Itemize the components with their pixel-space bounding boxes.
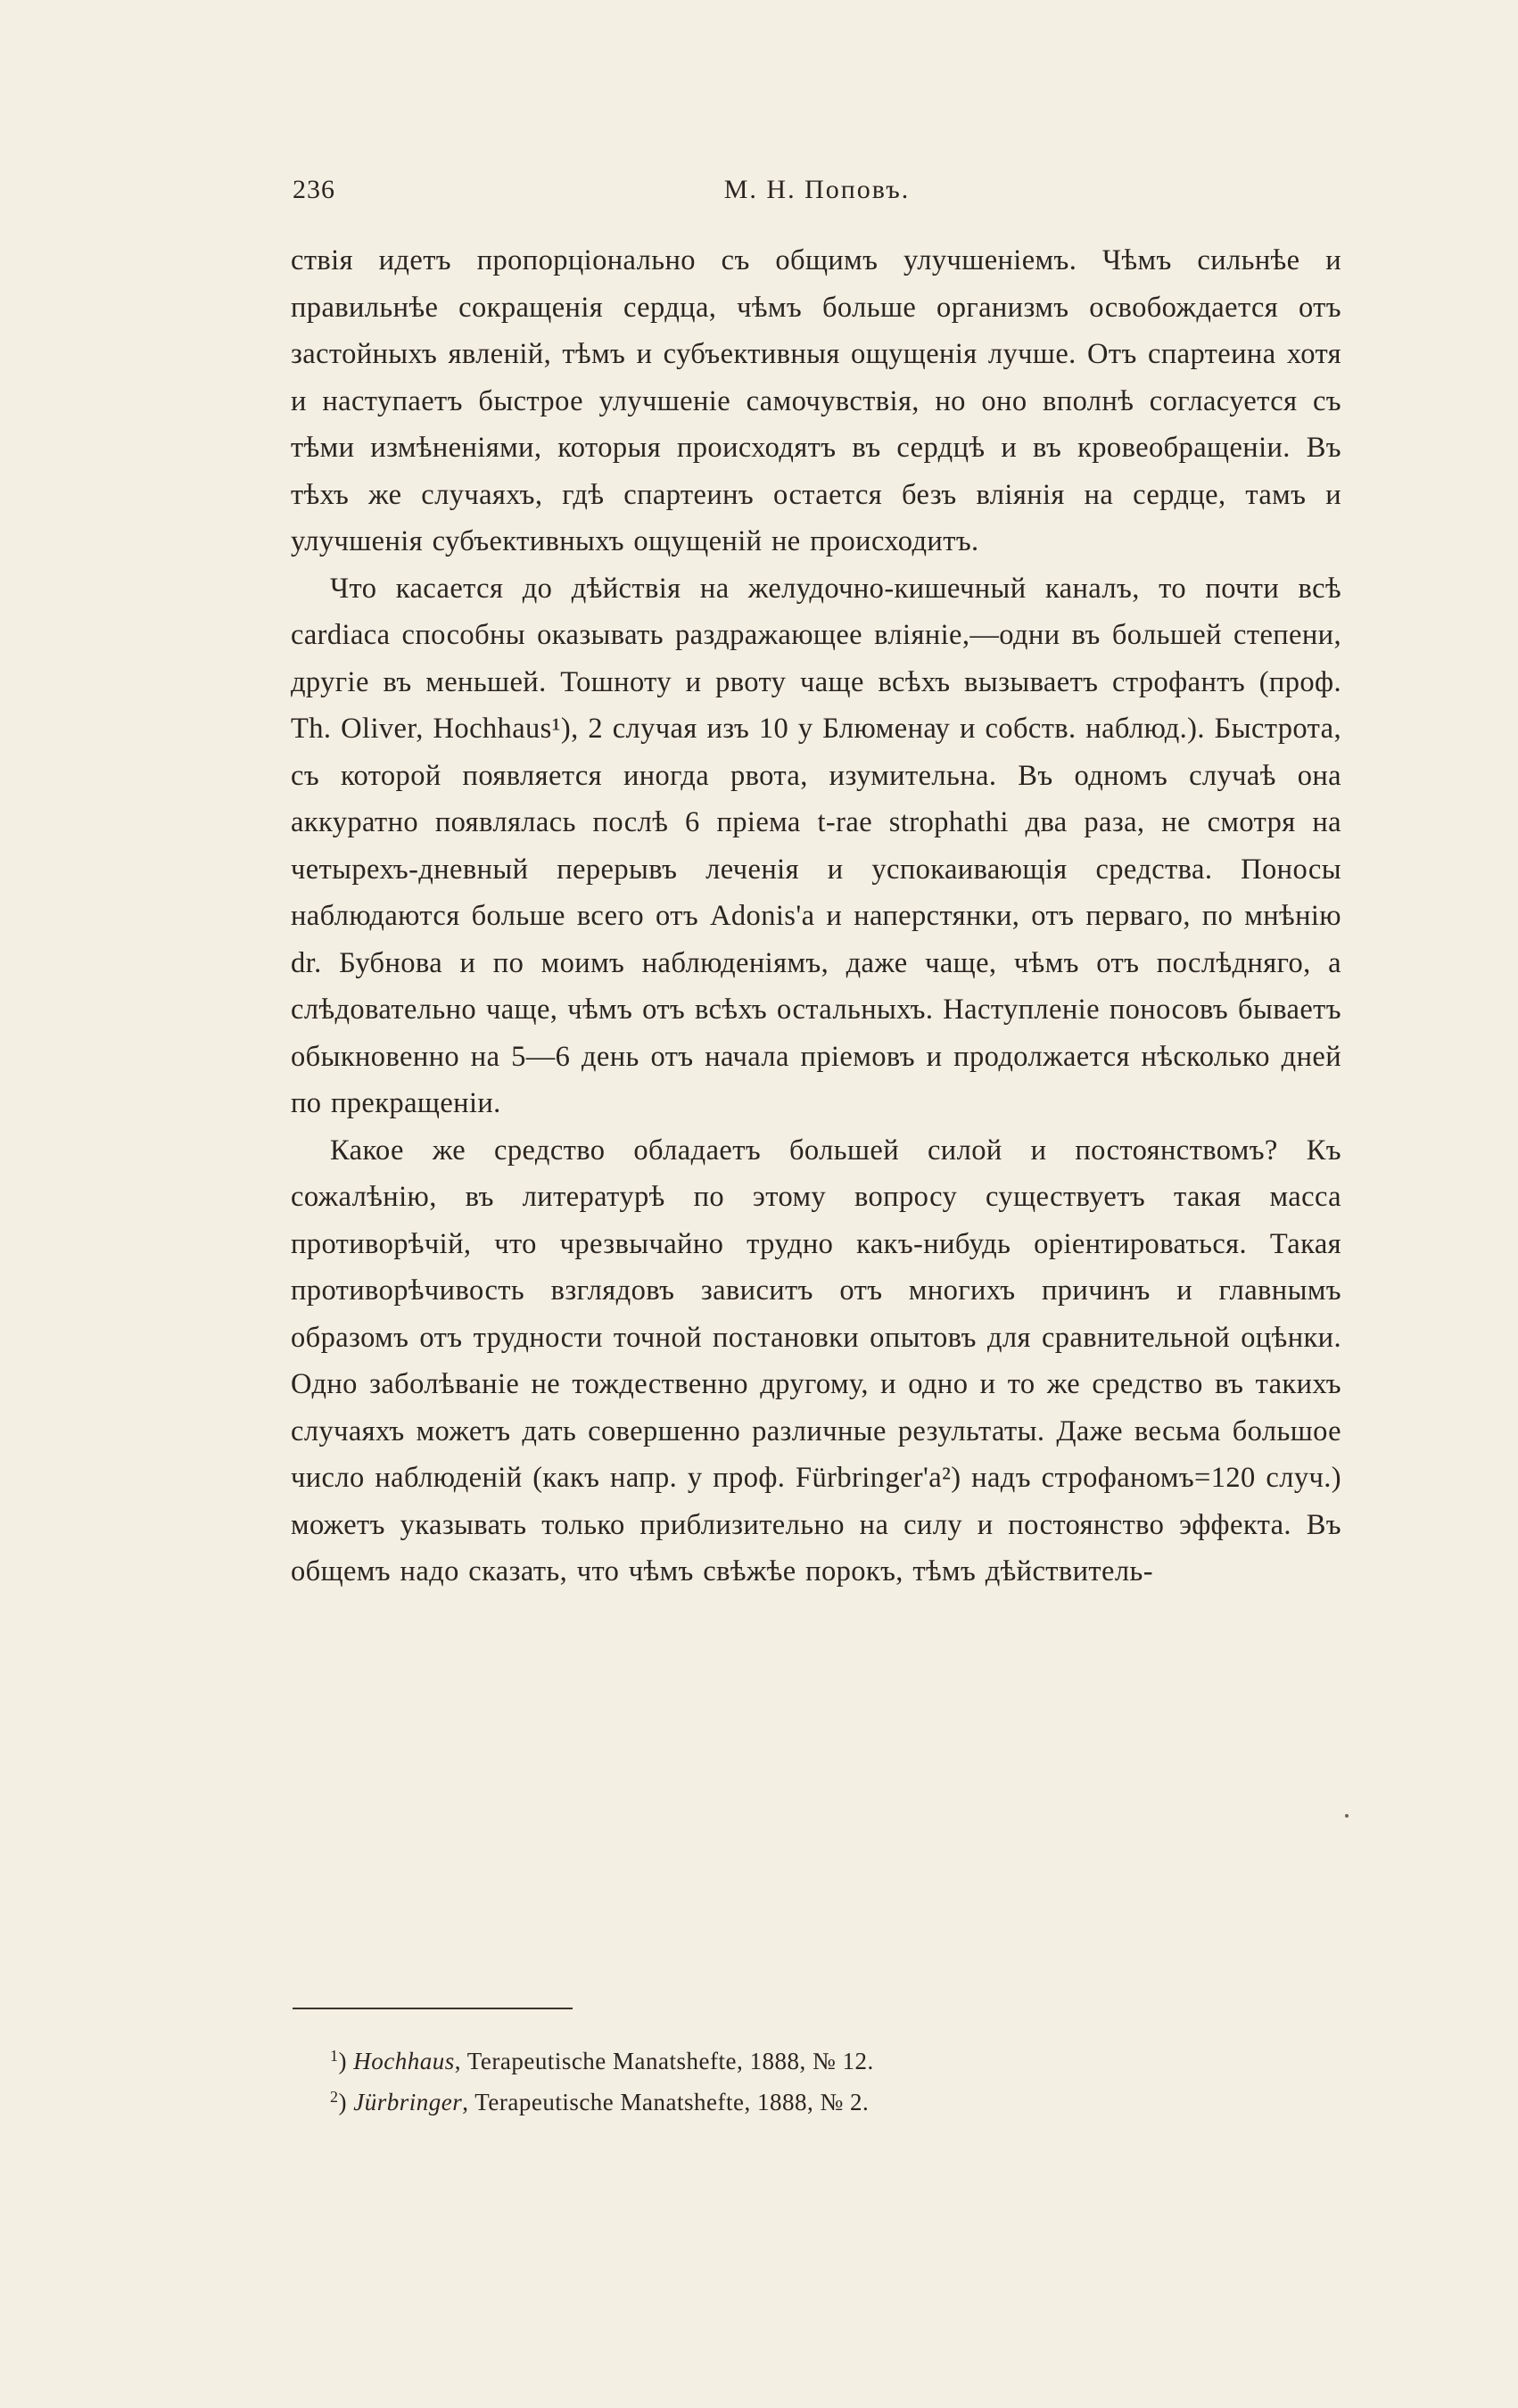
footnote-text: , Terapeutische Manatshefte, 1888, № 12. — [454, 2048, 874, 2074]
footnote — [330, 2041, 1329, 2082]
paragraph: ствія идетъ пропорціонально съ общимъ улучшеніемъ. Чѣмъ сильнѣе и правильнѣе сокращенія сердца, чѣмъ больше организмъ освобождается отъ застойныхъ явленій, тѣмъ и субъективныя ощущенія лучше. Отъ спартеина хотя и наступаетъ быстрое улучшеніе самочувствія, но оно вполнѣ согласуется съ тѣми измѣненіями, которыя происходятъ въ сердцѣ и въ кровеобращеніи. Въ тѣхъ же случаяхъ, гдѣ спартеинъ остается безъ вліянія на сердце, тамъ и улучшенія субъективныхъ ощущеній не происходитъ. — [291, 244, 1341, 557]
footnote-mark: 1 — [330, 2047, 339, 2065]
running-head: М. Н. Поповъ. — [723, 175, 911, 204]
page-number: 236 — [293, 175, 335, 204]
footnote-mark: 2 — [330, 2088, 339, 2106]
footnote — [330, 2082, 1329, 2123]
footnotes — [330, 2041, 1329, 2123]
footnote-mark-paren: ) — [338, 2089, 347, 2115]
paragraph: Что касается до дѣйствія на желудочно-кишечный каналъ, то почти всѣ cardiaca способны оказывать раздражающее вліяніе,—одни въ большей степени, другіе въ меньшей. Тошноту и рвоту чаще всѣхъ вызываетъ строфантъ (проф. Th. Oliver, Hochhaus¹), 2 случая изъ 10 у Блюменау и собств. наблюд.). Быстрота, съ которой появляется иногда рвота, изумительна. Въ одномъ случаѣ она аккуратно появлялась послѣ 6 пріема t-rae strophathi два раза, не смотря на четырехъ-дневный перерывъ леченія и успокаивающія средства. Поносы наблюдаются больше всего отъ Adonis'а и наперстянки, отъ перваго, по мнѣнію dr. Бубнова и по моимъ наблюденіямъ, даже чаще, чѣмъ отъ послѣдняго, а слѣдовательно чаще, чѣмъ отъ всѣхъ остальныхъ. Наступленіе поносовъ бываетъ обыкновенно на 5—6 день отъ начала пріемовъ и продолжается нѣсколько дней по прекращеніи. — [291, 572, 1341, 1119]
footnote-author: Hochhaus — [353, 2048, 455, 2074]
page-header — [293, 175, 1341, 214]
footnote-separator — [293, 2008, 573, 2009]
footnote-mark-paren: ) — [338, 2048, 347, 2074]
footnote-author: Jürbringer — [353, 2089, 463, 2115]
paragraph: Какое же средство обладаетъ большей силой и постоянствомъ? Къ сожалѣнію, въ литературѣ по этому вопросу существуетъ такая масса противорѣчій, что чрезвычайно трудно какъ-нибудь оріентироваться. Такая противорѣчивость взглядовъ зависитъ отъ многихъ причинъ и главнымъ образомъ отъ трудности точной постановки опытовъ для сравнительной оцѣнки. Одно заболѣваніе не тождественно другому, и одно и то же средство въ такихъ случаяхъ можетъ дать совершенно различные результаты. Даже весьма большое число наблюденій (какъ напр. у проф. Fürbringer'а²) надъ строфаномъ=120 случ.) можетъ указывать только приблизительно на силу и постоянство эффекта. Въ общемъ надо сказать, что чѣмъ свѣжѣе порокъ, тѣмъ дѣйствитель- — [291, 1134, 1341, 1587]
footnote-text: , Terapeutische Manatshefte, 1888, № 2. — [462, 2089, 870, 2115]
margin-dot — [1345, 1814, 1349, 1818]
body-text — [291, 237, 1341, 1596]
